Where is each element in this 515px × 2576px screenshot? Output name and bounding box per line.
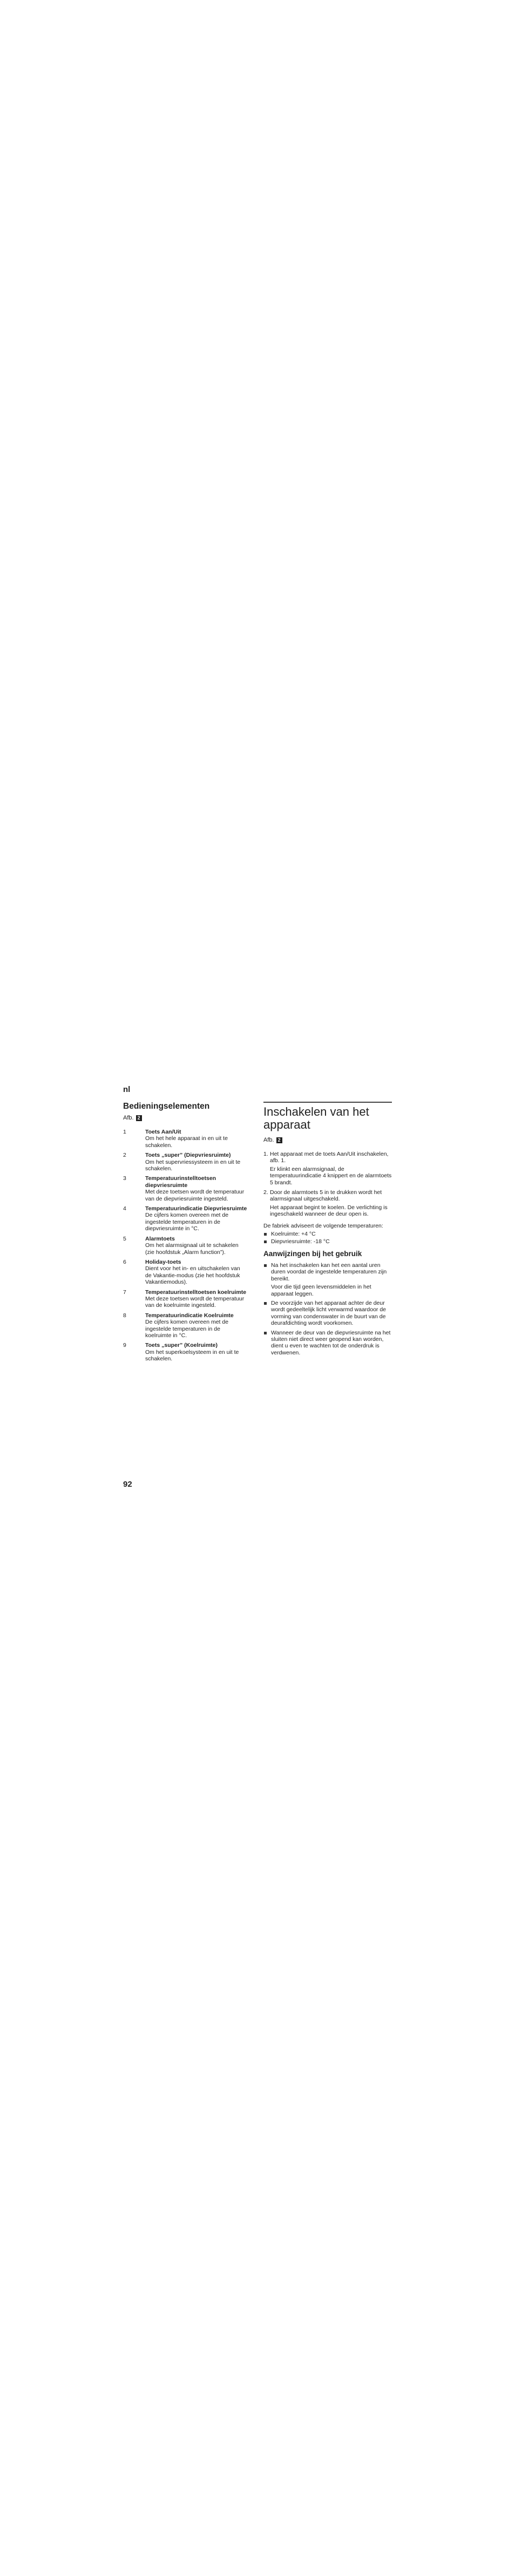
item-title: Temperatuurindicatie Diepvriesruimte — [145, 1205, 247, 1212]
temperature-item — [263, 1238, 392, 1245]
list-item — [123, 1152, 247, 1172]
item-body — [145, 1289, 247, 1309]
section-heading: Inschakelen van het apparaat — [263, 1105, 369, 1131]
step-text: Het apparaat met de toets Aan/Uit inschakelen, afb. 1. — [270, 1151, 389, 1164]
item-body — [145, 1236, 247, 1256]
item-body — [145, 1152, 247, 1172]
item-description: Om het alarmsignaal uit te schakelen (zie hoofdstuk „Alarm function”). — [145, 1242, 239, 1256]
list-item — [123, 1129, 247, 1149]
item-title: Toets „super” (Koelruimte) — [145, 1342, 218, 1349]
bullet-icon — [263, 1238, 271, 1245]
figure-reference — [123, 1115, 247, 1121]
item-body — [145, 1259, 247, 1286]
steps-list — [263, 1151, 392, 1219]
note-item — [263, 1262, 392, 1299]
step-number: 1. — [263, 1151, 268, 1157]
figure-number-badge: 2 — [136, 1115, 142, 1121]
figure-label: Afb. — [123, 1115, 134, 1121]
temperature-list — [263, 1231, 392, 1245]
controls-list — [123, 1129, 247, 1363]
heading-rule — [263, 1102, 392, 1103]
page-number: 92 — [123, 1480, 132, 1489]
step-extra: Het apparaat begint te koelen. De verlichting is ingeschakeld wanneer de deur open is. — [270, 1204, 388, 1218]
step-body — [270, 1189, 392, 1219]
step-body — [270, 1151, 392, 1188]
step-extra: Er klinkt een alarmsignaal, de temperatuurindicatie 4 knippert en de alarmtoets 5 brandt. — [270, 1165, 392, 1186]
note-body — [271, 1300, 392, 1329]
item-number: 8 — [123, 1312, 126, 1319]
item-body — [145, 1129, 247, 1149]
bullet-icon — [263, 1300, 271, 1329]
item-number: 3 — [123, 1175, 126, 1182]
usage-notes-heading: Aanwijzingen bij het gebruik — [263, 1249, 362, 1258]
item-number: 6 — [123, 1258, 126, 1265]
list-item — [123, 1205, 247, 1232]
item-title: Alarmtoets — [145, 1235, 175, 1242]
temperature-text: Koelruimte: +4 °C — [271, 1231, 316, 1238]
note-text: De voorzijde van het apparaat achter de deur wordt gedeeltelijk licht verwarmd waardoor de vorming van condenswater in de buurt van de deurafdichting wordt voorkomen. — [271, 1299, 387, 1327]
bullet-icon — [263, 1262, 271, 1299]
bullet-icon — [263, 1330, 271, 1358]
controls-section — [123, 1102, 247, 1366]
note-text: Na het inschakelen kan het een aantal uren duren voordat de ingestelde temperaturen zijn bereikt. — [271, 1262, 387, 1282]
item-number: 9 — [123, 1342, 126, 1349]
item-body — [145, 1205, 247, 1232]
item-number: 5 — [123, 1235, 126, 1242]
temperature-item — [263, 1231, 392, 1237]
list-item — [123, 1259, 247, 1286]
note-item — [263, 1300, 392, 1329]
item-title: Toets „super” (Diepvriesruimte) — [145, 1152, 231, 1159]
list-item — [123, 1175, 247, 1202]
item-number: 7 — [123, 1289, 126, 1296]
figure-label: Afb. — [263, 1137, 274, 1143]
step-text: Door de alarmtoets 5 in te drukken wordt het alarmsignaal uitgeschakeld. — [270, 1189, 382, 1203]
item-description: Dient voor het in- en uitschakelen van de Vakantie-modus (zie het hoofdstuk Vakantiemodus). — [145, 1265, 240, 1286]
note-body — [271, 1330, 392, 1358]
item-description: Om het supervriessysteem in en uit te schakelen. — [145, 1158, 241, 1172]
item-description: Om het superkoelsysteem in en uit te schakelen. — [145, 1348, 239, 1363]
note-item — [263, 1330, 392, 1358]
item-title: Holiday-toets — [145, 1258, 181, 1265]
item-description: De cijfers komen overeen met de ingestelde temperaturen in de koelruimte in °C. — [145, 1319, 229, 1339]
item-description: Met deze toetsen wordt de temperatuur van de diepvriesruimte ingesteld. — [145, 1189, 245, 1202]
note-extra: Voor die tijd geen levensmiddelen in het apparaat leggen. — [271, 1284, 371, 1297]
item-title: Temperatuurindicatie Koelruimte — [145, 1312, 234, 1319]
note-body — [271, 1262, 392, 1299]
temperature-text: Diepvriesruimte: -18 °C — [271, 1238, 330, 1245]
factory-advice: De fabriek adviseert de volgende temperaturen: — [263, 1222, 383, 1229]
figure-reference — [263, 1137, 392, 1143]
item-title: Toets Aan/Uit — [145, 1129, 181, 1135]
list-item — [123, 1342, 247, 1362]
item-body — [145, 1175, 247, 1202]
item-title: Temperatuurinstelltoetsen koelruimte — [145, 1289, 247, 1296]
item-body — [145, 1312, 247, 1339]
bullet-icon — [263, 1231, 271, 1237]
item-number: 4 — [123, 1205, 126, 1212]
item-description: De cijfers komen overeen met de ingestelde temperaturen in de diepvriesruimte in °C. — [145, 1212, 229, 1232]
switch-on-section — [263, 1102, 392, 1362]
section-heading: Bedieningselementen — [123, 1102, 210, 1111]
language-code: nl — [123, 1085, 131, 1094]
item-number: 2 — [123, 1152, 126, 1159]
list-item — [123, 1289, 247, 1309]
item-title: Temperatuurinstelltoetsen diepvriesruimte — [145, 1175, 216, 1189]
item-body — [145, 1342, 247, 1362]
usage-notes-list — [263, 1262, 392, 1358]
note-text: Wanneer de deur van de diepvriesruimte na het sluiten niet direct weer geopend kan worden, dient u even te wachten tot de onderdruk is verdwenen. — [271, 1329, 391, 1356]
figure-number-badge: 2 — [276, 1137, 282, 1143]
item-description: Om het hele apparaat in en uit te schakelen. — [145, 1135, 228, 1149]
list-item — [123, 1312, 247, 1339]
step-item — [263, 1151, 392, 1188]
item-number: 1 — [123, 1129, 126, 1135]
step-number: 2. — [263, 1189, 268, 1196]
item-description: Met deze toetsen wordt de temperatuur van de koelruimte ingesteld. — [145, 1295, 245, 1309]
list-item — [123, 1236, 247, 1256]
step-item — [263, 1189, 392, 1219]
